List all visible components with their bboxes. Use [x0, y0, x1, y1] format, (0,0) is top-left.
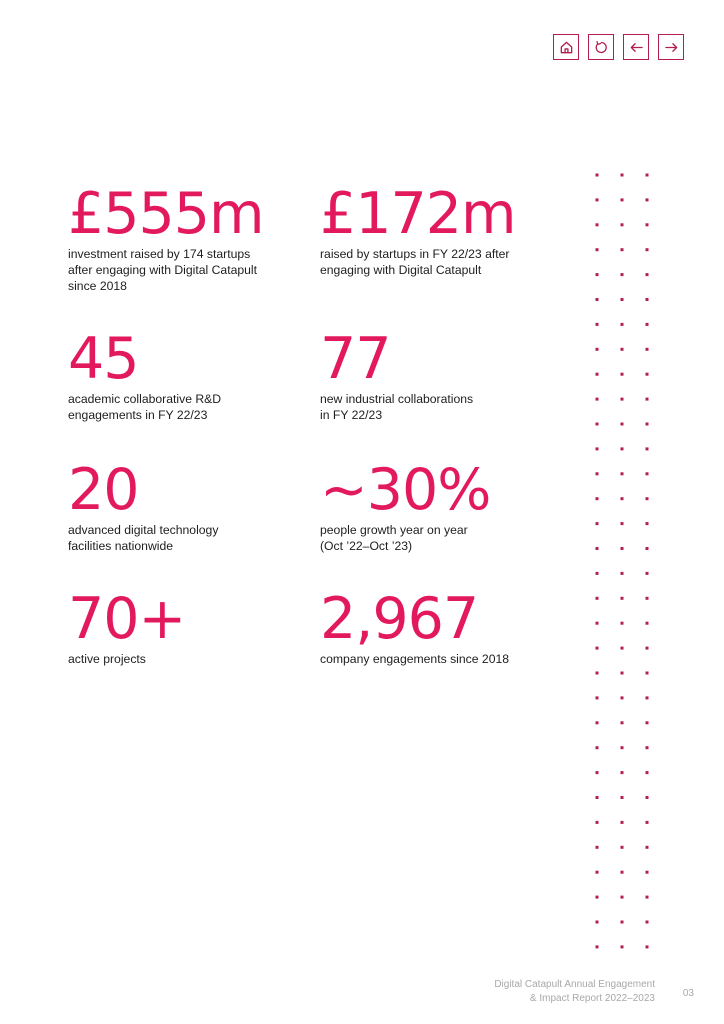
decorative-dot	[646, 223, 649, 226]
stat-facilities	[68, 457, 288, 554]
decorative-dot	[646, 174, 649, 177]
decorative-dot	[596, 821, 599, 824]
decorative-dot	[621, 896, 624, 899]
decorative-dot	[646, 622, 649, 625]
decorative-dot	[596, 672, 599, 675]
stat-description: active projects	[68, 652, 146, 666]
decorative-dot	[646, 896, 649, 899]
decorative-dot	[621, 796, 624, 799]
stat-value: 70+	[68, 586, 186, 652]
decorative-dot	[596, 846, 599, 849]
decorative-dot	[646, 821, 649, 824]
decorative-dot	[646, 348, 649, 351]
decorative-dot	[646, 298, 649, 301]
decorative-dot	[621, 945, 624, 948]
decorative-dot	[621, 721, 624, 724]
decorative-dot	[646, 921, 649, 924]
stat-description: academic collaborative R&D engagements in FY 22/23	[68, 392, 222, 422]
decorative-dot	[646, 846, 649, 849]
decorative-dot	[596, 447, 599, 450]
decorative-dot	[596, 771, 599, 774]
decorative-dot	[621, 348, 624, 351]
decorative-dot	[646, 323, 649, 326]
decorative-dot	[621, 846, 624, 849]
decorative-dot	[646, 398, 649, 401]
decorative-dot	[646, 423, 649, 426]
decorative-dot	[646, 945, 649, 948]
arrow-left-icon	[629, 40, 644, 55]
decorative-dot	[646, 522, 649, 525]
decorative-dot	[596, 622, 599, 625]
decorative-dot	[596, 597, 599, 600]
stat-value: £555m	[68, 181, 264, 247]
report-footer	[494, 978, 655, 1006]
decorative-dot	[646, 273, 649, 276]
decorative-dot	[646, 647, 649, 650]
page-navigation	[553, 34, 684, 60]
decorative-dot	[596, 871, 599, 874]
decorative-dot	[646, 696, 649, 699]
stat-company-engagements	[320, 586, 540, 667]
stat-value: 45	[68, 326, 139, 392]
decorative-dot	[621, 248, 624, 251]
decorative-dot	[621, 572, 624, 575]
stat-raised-fy	[320, 181, 540, 278]
decorative-dot	[596, 472, 599, 475]
decorative-dot	[646, 447, 649, 450]
decorative-dot	[646, 497, 649, 500]
stat-value: 20	[68, 457, 139, 523]
decorative-dot	[646, 672, 649, 675]
refresh-icon	[594, 40, 609, 55]
decorative-dot	[621, 746, 624, 749]
decorative-dot	[596, 746, 599, 749]
decorative-dot	[596, 547, 599, 550]
decorative-dot	[596, 522, 599, 525]
decorative-dot	[646, 721, 649, 724]
decorative-dot	[596, 198, 599, 201]
decorative-dot	[621, 223, 624, 226]
back-button[interactable]	[623, 34, 649, 60]
stat-academic-engagements	[68, 326, 288, 423]
decorative-dot	[621, 696, 624, 699]
decorative-dot	[621, 323, 624, 326]
stat-people-growth	[320, 457, 540, 554]
decorative-dot	[621, 647, 624, 650]
decorative-dot	[646, 547, 649, 550]
decorative-dot	[646, 572, 649, 575]
decorative-dot	[646, 248, 649, 251]
decorative-dot-grid	[594, 172, 654, 952]
arrow-right-icon	[664, 40, 679, 55]
decorative-dot	[621, 771, 624, 774]
decorative-dot	[621, 871, 624, 874]
decorative-dot	[621, 423, 624, 426]
decorative-dot	[621, 174, 624, 177]
decorative-dot	[596, 323, 599, 326]
stat-active-projects	[68, 586, 288, 667]
decorative-dot	[646, 796, 649, 799]
decorative-dot	[596, 696, 599, 699]
decorative-dot	[621, 921, 624, 924]
decorative-dot	[621, 198, 624, 201]
decorative-dot	[621, 298, 624, 301]
decorative-dot	[596, 796, 599, 799]
stat-description: new industrial collaborations in FY 22/23	[320, 392, 474, 422]
decorative-dot	[596, 647, 599, 650]
decorative-dot	[621, 497, 624, 500]
decorative-dot	[596, 572, 599, 575]
decorative-dot	[621, 447, 624, 450]
forward-button[interactable]	[658, 34, 684, 60]
decorative-dot	[646, 373, 649, 376]
stat-description: people growth year on year (Oct ’22–Oct ’23)	[320, 523, 468, 553]
decorative-dot	[596, 423, 599, 426]
stat-investment-raised	[68, 181, 288, 294]
decorative-dot	[621, 821, 624, 824]
decorative-dot	[621, 373, 624, 376]
home-button[interactable]	[553, 34, 579, 60]
stat-description: raised by startups in FY 22/23 after engaging with Digital Catapult	[320, 247, 510, 277]
decorative-dot	[646, 472, 649, 475]
stat-description: advanced digital technology facilities nationwide	[68, 523, 219, 553]
stat-industrial-collaborations	[320, 326, 540, 423]
decorative-dot	[646, 771, 649, 774]
decorative-dot	[646, 871, 649, 874]
decorative-dot	[646, 597, 649, 600]
decorative-dot	[596, 298, 599, 301]
stat-value: 2,967	[320, 586, 479, 652]
footer-title-line-1: Digital Catapult Annual Engagement	[494, 979, 655, 990]
decorative-dot	[596, 721, 599, 724]
footer-title-line-2: & Impact Report 2022–2023	[529, 993, 655, 1004]
page-number: 03	[682, 988, 694, 999]
decorative-dot	[596, 896, 599, 899]
decorative-dot	[646, 198, 649, 201]
decorative-dot	[596, 273, 599, 276]
decorative-dot	[596, 945, 599, 948]
decorative-dot	[596, 248, 599, 251]
decorative-dot	[621, 273, 624, 276]
stat-value: 77	[320, 326, 391, 392]
decorative-dot	[621, 472, 624, 475]
decorative-dot	[621, 398, 624, 401]
decorative-dot	[596, 398, 599, 401]
stat-description: company engagements since 2018	[320, 652, 510, 666]
decorative-dot	[596, 174, 599, 177]
decorative-dot	[621, 547, 624, 550]
decorative-dot	[596, 497, 599, 500]
home-icon	[559, 40, 574, 55]
decorative-dot	[596, 373, 599, 376]
decorative-dot	[621, 597, 624, 600]
decorative-dot	[596, 223, 599, 226]
stat-description: investment raised by 174 startups after engaging with Digital Catapult since 2018	[68, 247, 258, 293]
stat-value: £172m	[320, 181, 516, 247]
decorative-dot	[621, 522, 624, 525]
decorative-dot	[596, 921, 599, 924]
stat-value: ~30%	[320, 457, 491, 523]
decorative-dot	[621, 622, 624, 625]
decorative-dot	[646, 746, 649, 749]
decorative-dot	[596, 348, 599, 351]
decorative-dot	[621, 672, 624, 675]
refresh-button[interactable]	[588, 34, 614, 60]
